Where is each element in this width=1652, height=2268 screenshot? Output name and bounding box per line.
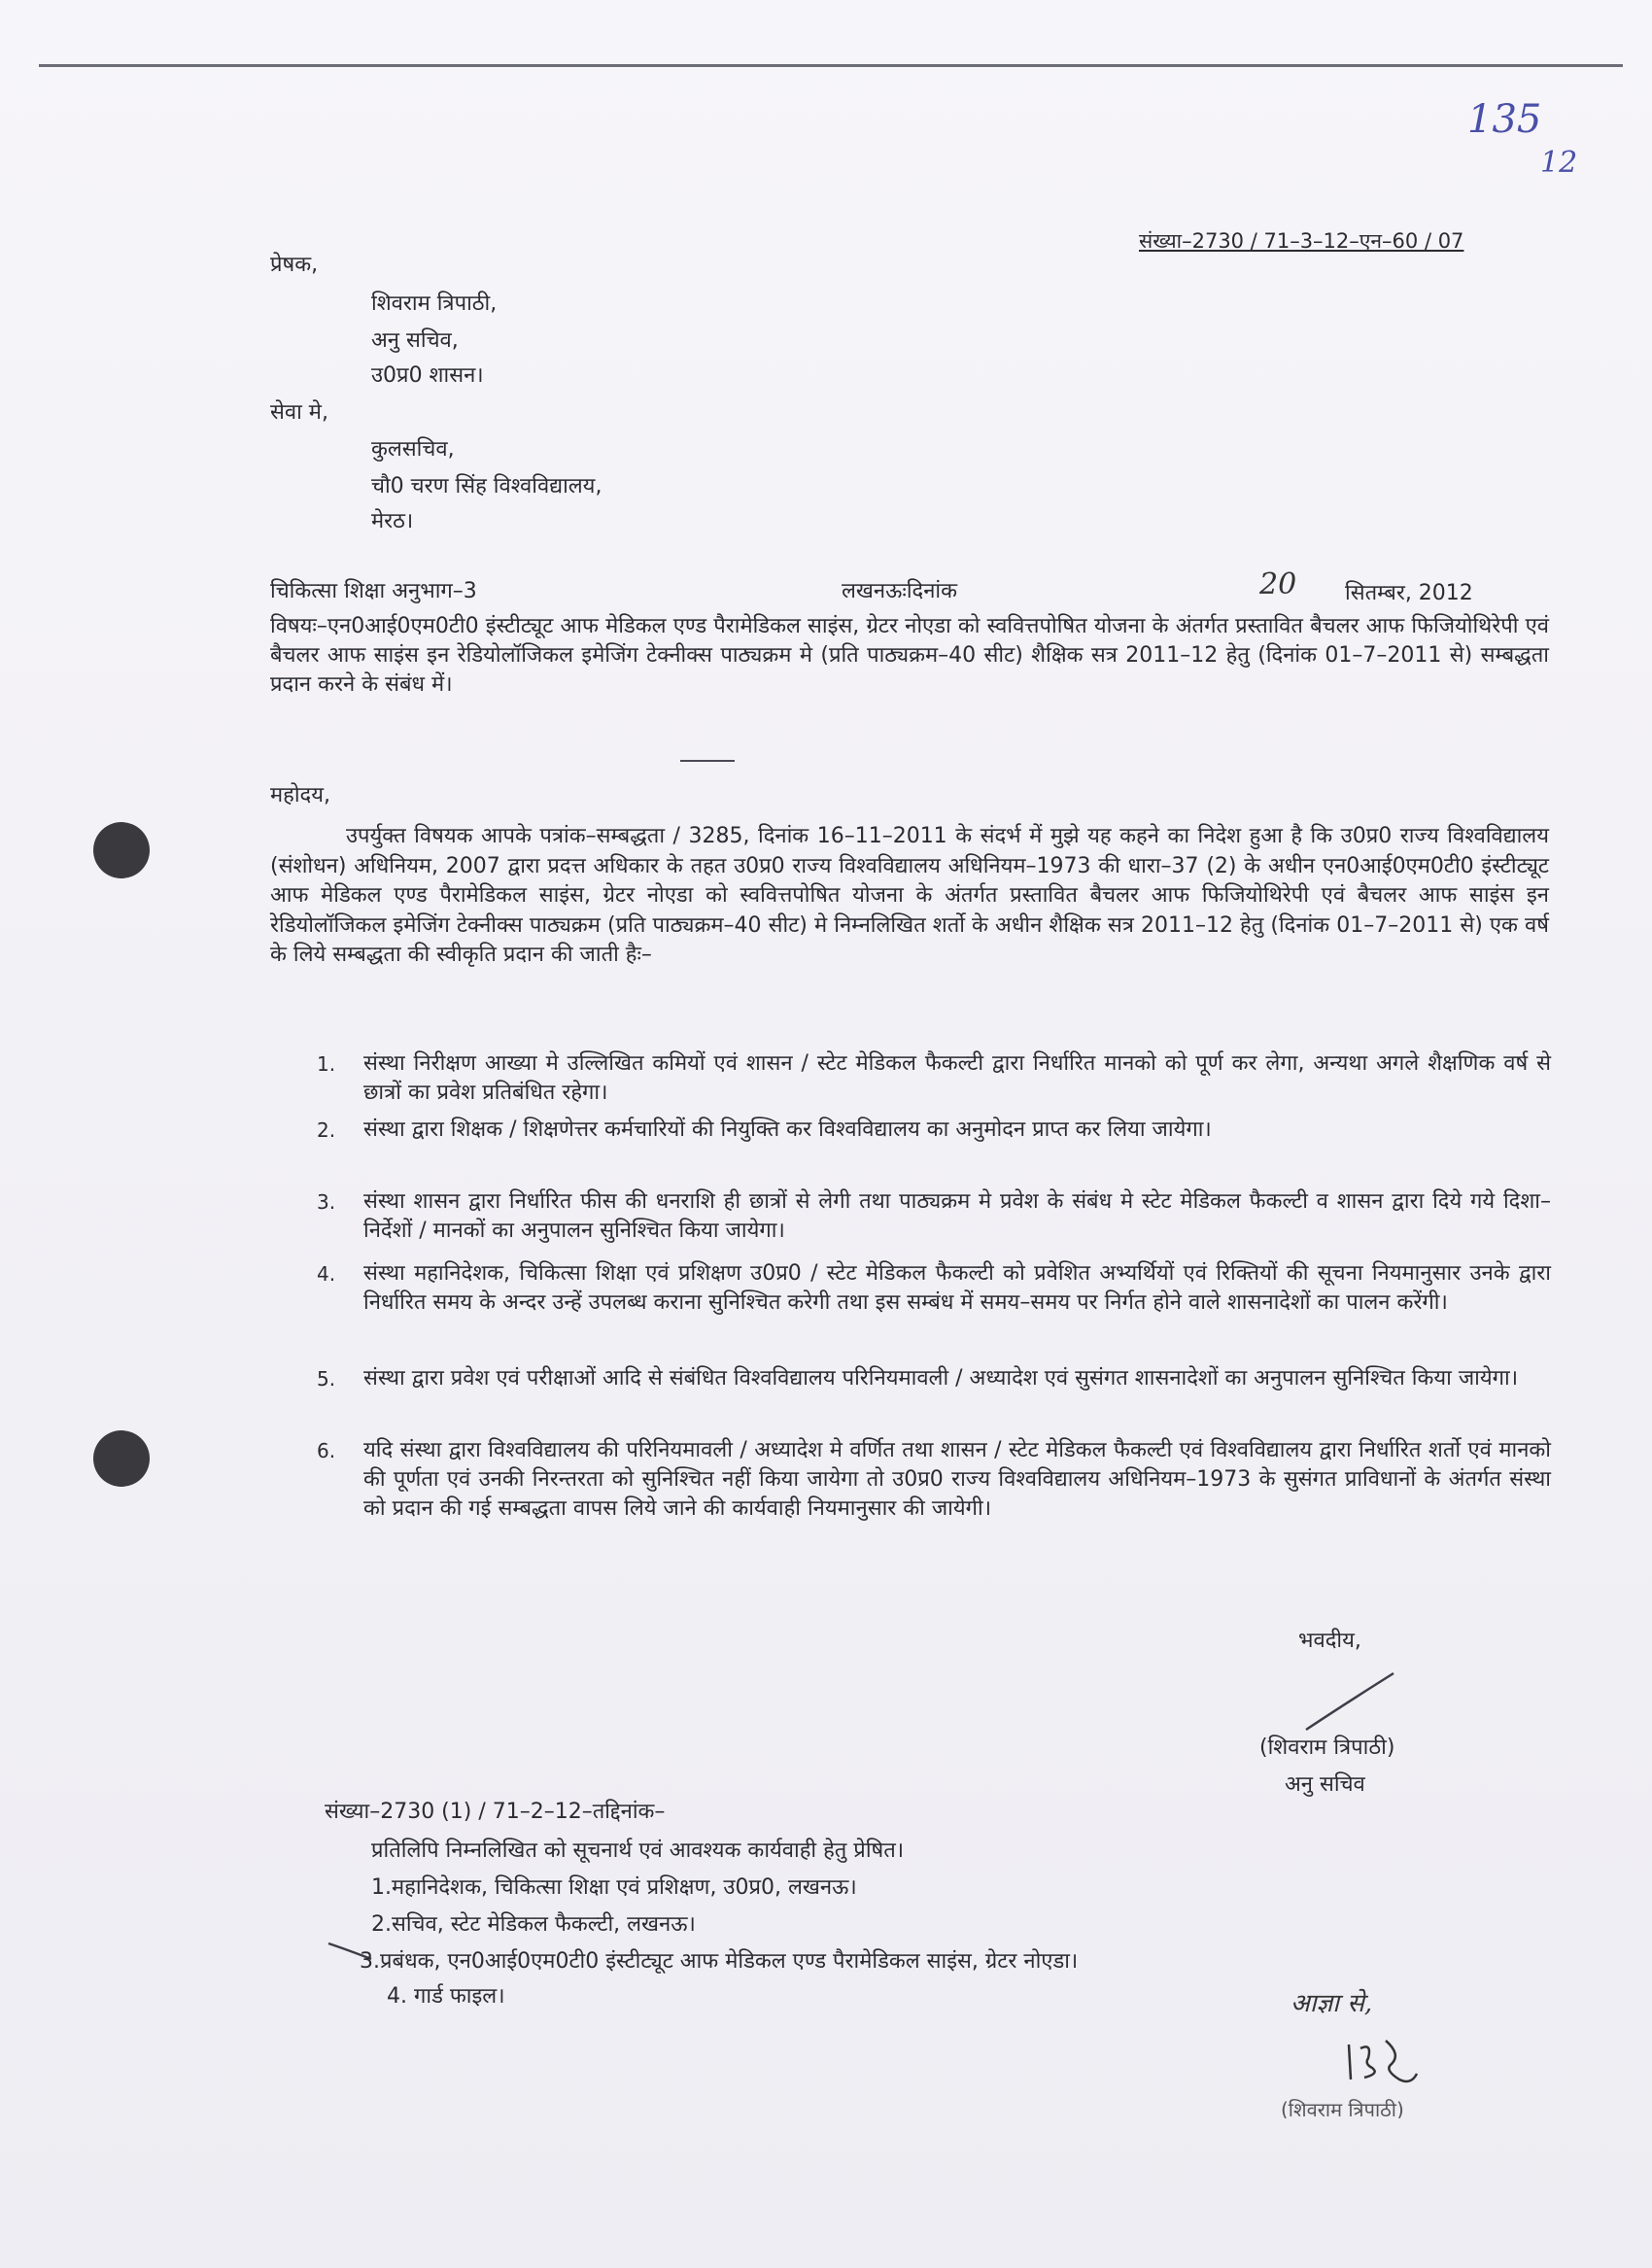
sender-label: प्रेषक, (270, 253, 319, 277)
copy-list-item: 2.सचिव, स्टेट मेडिकल फैकल्टी, लखनऊ। (371, 1912, 696, 1937)
signatory-name: (शिवराम त्रिपाठी) (1259, 1735, 1395, 1760)
date-month-year: सितम्बर, 2012 (1345, 581, 1473, 605)
condition-text: यदि संस्था द्वारा विश्वविद्यालय की परिनियमावली / अध्यादेश मे वर्णित तथा शासन / स्टेट मेडिकल फैकल्टी एवं विश्वविद्यालय द्वारा निर्धारित शर्तो एवं मानको की पूर्णता एवं उनकी निरन्तरता को सुनिश्चित नहीं किया जायेगा तो उ0प्र0 राज्य विश्वविद्यालय अधिनियम–1973 के सुसंगत प्राविधानों के अंतर्गत संस्था को प्रदान की गई सम्बद्धता वापस लिये जाने की कार्यवाही नियमानुसार की जायेगी। (363, 1438, 1551, 1521)
condition-number: 4. (317, 1262, 336, 1286)
margin-annotation-number: 135 (1467, 97, 1542, 142)
closing: भवदीय, (1298, 1629, 1361, 1653)
condition-number: 1. (317, 1052, 336, 1076)
punch-hole-top (93, 822, 150, 878)
signature-stroke (1302, 1667, 1399, 1735)
condition-text: संस्था निरीक्षण आख्या मे उल्लिखित कमियों एवं शासन / स्टेट मेडिकल फैकल्टी द्वारा निर्धारित मानको को पूर्ण कर लेगा, अन्यथा अगले शैक्षणिक वर्ष से छात्रों का प्रवेश प्रतिबंधित रहेगा। (363, 1051, 1551, 1105)
condition-text: संस्था शासन द्वारा निर्धारित फीस की धनराशि ही छात्रों से लेगी तथा पाठ्यक्रम मे प्रवेश के संबंध मे स्टेट मेडिकल फैकल्टी व शासन द्वारा दिये गये दिशा–निर्देशों / मानकों का अनुपालन सुनिश्चित किया जायेगा। (363, 1189, 1551, 1243)
condition-text: संस्था महानिदेशक, चिकित्सा शिक्षा एवं प्रशिक्षण उ0प्र0 / स्टेट मेडिकल फैकल्टी को प्रवेशित अभ्यर्थियों एवं रिक्तियों की सूचना नियमानुसार उनके द्वारा निर्धारित समय के अन्दर उन्हें उपलब्ध कराना सुनिश्चित करेगी तथा इस सम्बंध में समय–समय पर निर्गत होने वाले शासनादेशों का पालन करेंगी। (363, 1261, 1551, 1315)
punch-hole-bottom (93, 1430, 150, 1487)
top-border-line (39, 64, 1623, 67)
separator-dash (680, 760, 735, 762)
copy-list-item: 1.महानिदेशक, चिकित्सा शिक्षा एवं प्रशिक्षण, उ0प्र0, लखनऊ। (371, 1875, 857, 1900)
signatory-title: अनु सचिव (1285, 1772, 1365, 1797)
condition-number: 3. (317, 1190, 336, 1214)
handwritten-date: 20 (1259, 567, 1297, 601)
bottom-signatory: (शिवराम त्रिपाठी) (1281, 2098, 1404, 2118)
department: चिकित्सा शिक्षा अनुभाग–3 (270, 579, 477, 603)
subject: विषयः–एन0आई0एम0टी0 इंस्टीट्यूट आफ मेडिकल एण्ड पैरामेडिकल साइंस, ग्रेटर नोएडा को स्ववित्तपोषित योजना के अंतर्गत प्रस्तावित बैचलर आफ फिजियोथिरेपी एवं बैचलर आफ साइंस इन रेडियोलॉजिकल इमेजिंग टेक्नीक्स पाठ्यक्रम मे (प्रति पाठ्यक्रम–40 सीट) शैक्षिक सत्र 2011–12 हेतु (दिनांक 01–7–2011 से) सम्बद्धता प्रदान करने के संबंध में। (270, 614, 1549, 697)
margin-annotation-sub: 12 (1540, 146, 1578, 180)
copy-list-item: 3.प्रबंधक, एन0आई0एम0टी0 इंस्टीट्यूट आफ मेडिकल एण्ड पैरामेडिकल साइंस, ग्रेटर नोएडा। (360, 1949, 1079, 1974)
recipient-line: मेरठ। (371, 509, 414, 533)
condition-number: 5. (317, 1367, 336, 1391)
recipient-label: सेवा मे, (270, 400, 328, 425)
recipient-line: कुलसचिव, (371, 437, 455, 462)
copy-reference: संख्या–2730 (1) / 71–2–12–तद्दिनांक– (325, 1800, 666, 1824)
copy-list-item: 4. गार्ड फाइल। (387, 1984, 505, 2009)
reference-number: संख्या–2730 / 71–3–12–एन–60 / 07 (1139, 229, 1464, 253)
body-paragraph: उपर्युक्त विषयक आपके पत्रांक–सम्बद्धता / 3285, दिनांक 16–11–2011 के संदर्भ में मुझे यह कहने का निदेश हुआ है कि उ0प्र0 राज्य विश्वविद्यालय (संशोधन) अधिनियम, 2007 द्वारा प्रदत्त अधिकार के तहत उ0प्र0 राज्य विश्वविद्यालय अधिनियम–1973 की धारा–37 (2) के अधीन एन0आई0एम0टी0 इंस्टीट्यूट आफ मेडिकल एण्ड पैरामेडिकल साइंस, ग्रेटर नोएडा को स्ववित्तपोषित योजना के अंतर्गत प्रस्तावित बैचलर आफ फिजियोथिरेपी एवं बैचलर आफ साइंस इन रेडियोलॉजिकल इमेजिंग टेक्नीक्स पाठ्यक्रम (प्रति पाठ्यक्रम–40 सीट) मे निम्नलिखित शर्तो के अधीन शैक्षिक सत्र 2011–12 हेतु (दिनांक 01–7–2011 से) एक वर्ष के लिये सम्बद्धता की स्वीकृति प्रदान की जाती हैः– (270, 824, 1549, 967)
condition-text: संस्था द्वारा शिक्षक / शिक्षणेत्तर कर्मचारियों की नियुक्ति कर विश्वविद्यालय का अनुमोदन प्राप्त कर लिया जायेगा। (363, 1117, 1212, 1142)
sender-line: अनु सचिव, (371, 328, 459, 353)
copy-intro: प्रतिलिपि निम्नलिखित को सूचनार्थ एवं आवश्यक कार्यवाही हेतु प्रेषित। (371, 1838, 905, 1863)
initials-signature (1343, 2035, 1421, 2093)
condition-number: 2. (317, 1118, 336, 1142)
sender-line: शिवराम त्रिपाठी, (371, 292, 498, 316)
condition-number: 6. (317, 1439, 336, 1462)
order-note: आज्ञा से, (1291, 1989, 1373, 2018)
place-date-label: लखनऊःदिनांक (842, 579, 958, 603)
recipient-line: चौ0 चरण सिंह विश्वविद्यालय, (371, 474, 602, 498)
sender-line: उ0प्र0 शासन। (371, 363, 484, 388)
condition-text: संस्था द्वारा प्रवेश एवं परीक्षाओं आदि से संबंधित विश्वविद्यालय परिनियमावली / अध्यादेश एवं सुसंगत शासनादेशों का अनुपालन सुनिश्चित किया जायेगा। (363, 1366, 1519, 1391)
salutation: महोदय, (270, 783, 330, 808)
